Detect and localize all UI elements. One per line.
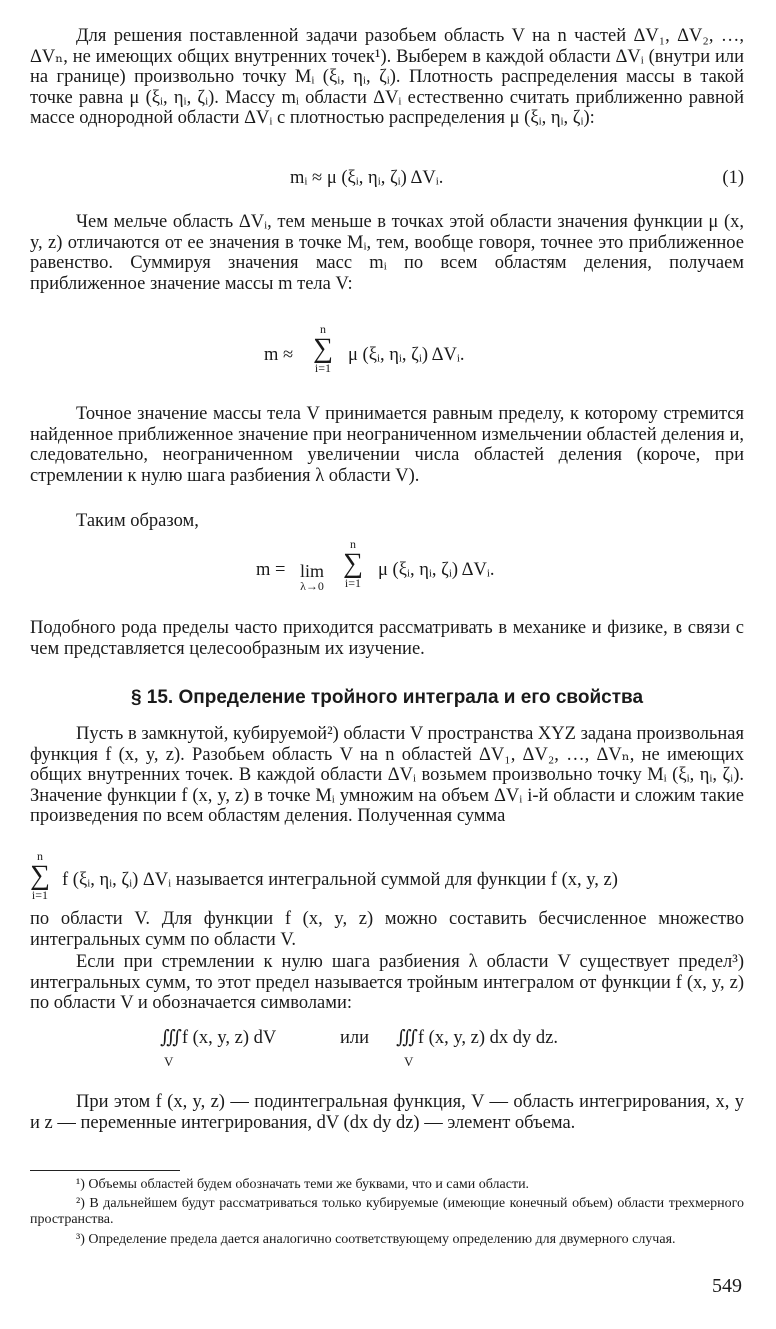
footnote-1: ¹) Объемы областей будем обозначать теми же буквами, что и сами области. (76, 1177, 530, 1192)
formula-2-left: m ≈ (264, 345, 294, 365)
formula-1: mᵢ ≈ μ (ξᵢ, ηᵢ, ζᵢ) ΔVᵢ. (290, 168, 444, 188)
formula-1-number: (1) (722, 168, 744, 188)
sum-sign: ∑ (313, 333, 333, 364)
sum-upper-limit: n (349, 537, 356, 551)
footnote-3: ³) Определение предела дается аналогично соответствующему определению для двумерного случая. (76, 1232, 676, 1247)
page-number: 549 (712, 1275, 742, 1297)
sum-lower-limit: i=1 (344, 576, 362, 590)
formula-3-right: μ (ξᵢ, ηᵢ, ζᵢ) ΔVᵢ. (378, 560, 495, 580)
paragraph-mechanics: Подобного рода пределы часто приходится рассматривать в механике и физике, в связи с чем представляется целесообразным их изучение. (30, 618, 744, 659)
formula-3-left: m = (256, 560, 286, 580)
limit-word: lim (300, 561, 325, 581)
formula-4-dv: ∭f (x, y, z) dV (160, 1028, 277, 1048)
paragraph-integral-sums: по области V. Для функции f (x, y, z) можно составить бесчисленное множество интегральных сумм по области V. (30, 909, 744, 950)
paragraph-thus: Таким образом, (76, 511, 199, 531)
sum-sign: ∑ (343, 548, 363, 579)
paragraph-partition: Для решения поставленной задачи разобьем область V на n частей ΔV₁, ΔV₂, …, ΔVₙ, не имеющих общих внутренних точек¹). Выберем в каждой области ΔVᵢ (внутри или на границе) произвольно точку Mᵢ (ξᵢ, ηᵢ, ζᵢ). Плотность распределения массы в такой точке равна μ (ξᵢ, ηᵢ, ζᵢ). Массу mᵢ области ΔVᵢ естественно считать приближенно равной массе однородной области ΔVᵢ с плотностью распределения μ (ξᵢ, ηᵢ, ζᵢ): (30, 26, 744, 129)
paragraph-definition: Пусть в замкнутой, кубируемой²) области V пространства XYZ задана произвольная функция f (x, y, z). Разобьем область V на n областей ΔV₁, ΔV₂, …, ΔVₙ, не имеющих общих внутренних точек. В каждой области ΔVᵢ возьмем произвольно точку Mᵢ (ξᵢ, ηᵢ, ζᵢ). Значение функции f (x, y, z) в точке Mᵢ умножим на объем ΔVᵢ i-й области и сложим такие произведения по всем областям деления. Полученная сумма (30, 724, 744, 827)
formula-2-right: μ (ξᵢ, ηᵢ, ζᵢ) ΔVᵢ. (348, 345, 465, 365)
sum-lower-limit: i=1 (31, 888, 49, 902)
formula-4-dv-domain: V (164, 1054, 174, 1069)
paragraph-triple-integral: Если при стремлении к нулю шага разбиения λ области V существует предел³) интегральных сумм, то этот предел называется тройным интегралом от функции f (x, y, z) по области V и обозначается символами: (30, 952, 744, 1014)
paragraph-mass-limit: Точное значение массы тела V принимается равным пределу, к которому стремится найденное приближенное значение при неограниченном измельчении областей деления и, следовательно, неограниченном увеличении числа областей деления (короче, при стремлении к нулю шага разбиения λ области V). (30, 404, 744, 486)
formula-4-dxdydz-domain: V (404, 1054, 414, 1069)
limit-subscript: λ→0 (300, 579, 324, 593)
sum-sign: ∑ (30, 860, 50, 891)
footnote-divider (30, 1170, 180, 1171)
formula-3-limit (300, 562, 324, 593)
integral-sum-text: f (ξᵢ, ηᵢ, ζᵢ) ΔVᵢ называется интегральной суммой для функции f (x, y, z) (62, 870, 618, 890)
section-heading: § 15. Определение тройного интеграла и его свойства (130, 687, 644, 708)
footnote-2: ²) В дальнейшем будут рассматриваться только кубируемые (имеющие конечный объем) области трехмерного пространства. (30, 1196, 744, 1227)
formula-2-sum (313, 323, 333, 375)
sum-upper-limit: n (319, 322, 326, 336)
formula-4-dxdydz: ∭f (x, y, z) dx dy dz. (396, 1028, 558, 1048)
formula-4-or: или (340, 1028, 370, 1048)
sum-lower-limit: i=1 (314, 361, 332, 375)
paragraph-summation: Чем мельче область ΔVᵢ, тем меньше в точках этой области значения функции μ (x, y, z) отличаются от ее значения в точке Mᵢ, тем, вообще говоря, точнее это приближенное равенство. Суммируя значения масс mᵢ по всем областям деления, получаем приближенное значение массы m тела V: (30, 212, 744, 294)
paragraph-notation: При этом f (x, y, z) — подинтегральная функция, V — область интегрирования, x, y и z — переменные интегрирования, dV (dx dy dz) — элемент объема. (30, 1092, 744, 1133)
sum-upper-limit: n (36, 849, 43, 863)
integral-sum-sign (30, 850, 50, 902)
formula-3-sum (343, 538, 363, 590)
